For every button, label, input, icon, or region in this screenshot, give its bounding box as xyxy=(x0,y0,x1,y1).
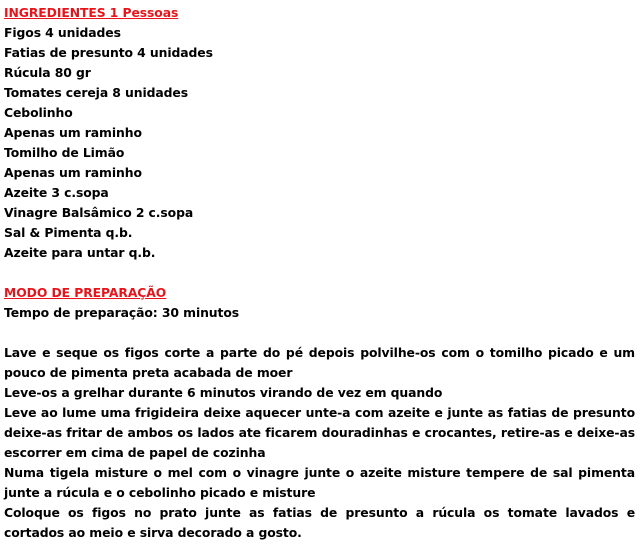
preparation-steps xyxy=(4,343,635,543)
ingredient-item: Azeite para untar q.b. xyxy=(4,245,156,260)
ingredient-item: Tomates cereja 8 unidades xyxy=(4,85,188,100)
ingredient-item: Sal & Pimenta q.b. xyxy=(4,225,133,240)
spacer xyxy=(4,323,635,343)
ingredient-item: Cebolinho xyxy=(4,105,73,120)
ingredient-item: Apenas um raminho xyxy=(4,165,142,180)
ingredient-item: Figos 4 unidades xyxy=(4,25,121,40)
ingredient-item: Fatias de presunto 4 unidades xyxy=(4,45,213,60)
recipe-document xyxy=(4,3,635,543)
preparation-step: Coloque os figos no prato junte as fatias de presunto a rúcula os tomate lavados e cortados ao meio e sirva decorado a gosto. xyxy=(4,505,635,540)
preparation-step: Leve ao lume uma frigideira deixe aquecer unte-a com azeite e junte as fatias de presunto deixe-as fritar de ambos os lados ate ficarem douradinhas e crocantes, retire-as e deixe-as escorrer em cima de papel de cozinha xyxy=(4,405,635,460)
ingredients-list xyxy=(4,23,635,263)
spacer xyxy=(4,263,635,283)
preparation-time: Tempo de preparação: 30 minutos xyxy=(4,305,240,320)
ingredients-heading: INGREDIENTES 1 Pessoas xyxy=(4,5,179,20)
ingredient-item: Azeite 3 c.sopa xyxy=(4,185,109,200)
preparation-heading: MODO DE PREPARAÇÃO xyxy=(4,285,167,300)
ingredient-item: Vinagre Balsâmico 2 c.sopa xyxy=(4,205,194,220)
preparation-step: Numa tigela misture o mel com o vinagre junte o azeite misture tempere de sal pimenta junte a rúcula e o cebolinho picado e misture xyxy=(4,465,635,500)
ingredient-item: Tomilho de Limão xyxy=(4,145,125,160)
preparation-step: Lave e seque os figos corte a parte do pé depois polvilhe-os com o tomilho picado e um pouco de pimenta preta acabada de moer xyxy=(4,345,635,380)
ingredient-item: Apenas um raminho xyxy=(4,125,142,140)
preparation-step: Leve-os a grelhar durante 6 minutos virando de vez em quando xyxy=(4,385,443,400)
ingredient-item: Rúcula 80 gr xyxy=(4,65,91,80)
